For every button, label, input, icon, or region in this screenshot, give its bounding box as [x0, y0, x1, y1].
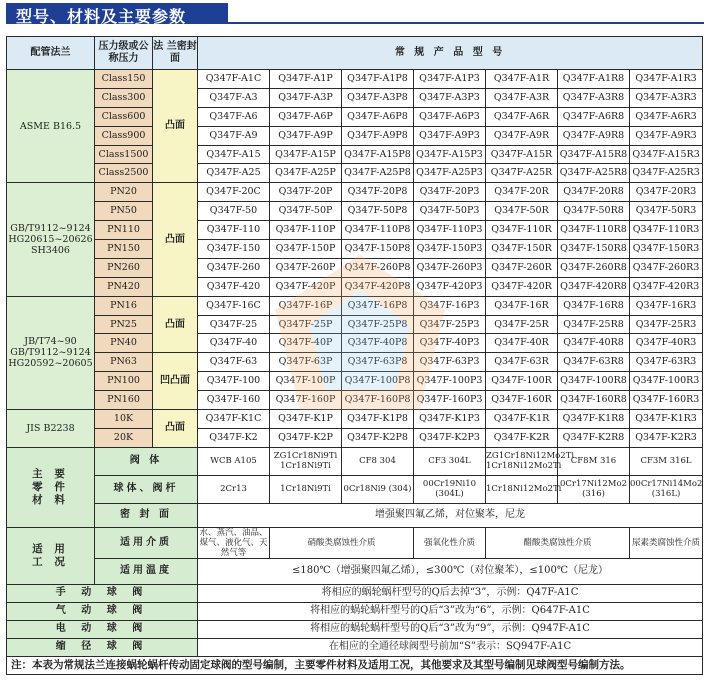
model-cell: Q347F-160P3: [414, 391, 486, 410]
operation-label: 电 动 球 阀: [7, 620, 198, 638]
seal-face: 凸面: [153, 183, 198, 296]
spec-table: [6, 36, 703, 675]
model-cell: Q347F-25P3: [414, 315, 486, 334]
model-cell: Q347F-40R: [486, 334, 558, 353]
body-material: CF3M 316L: [630, 447, 703, 475]
model-cell: Q347F-A6P3: [414, 107, 486, 126]
pressure-class: Class1500: [95, 145, 153, 164]
table-row: [7, 334, 703, 353]
flange-standard: GB/T9112~9124 HG20615~20626 SH3406: [7, 183, 95, 296]
flange-standard: JB/T74~90 GB/T9112~9124 HG20592~20605: [7, 296, 95, 409]
model-cell: Q347F-110R: [486, 221, 558, 240]
table-row: [7, 145, 703, 164]
model-cell: Q347F-160: [198, 391, 270, 410]
table-row: [7, 391, 703, 410]
model-cell: Q347F-160P: [270, 391, 342, 410]
model-cell: Q347F-420R8: [558, 277, 630, 296]
flange-standard: ASME B16.5: [7, 70, 95, 183]
model-cell: Q347F-63R3: [630, 353, 703, 372]
model-cell: Q347F-A3P: [270, 88, 342, 107]
operation-text: 将相应的蜗轮蜗杆型号的Q后去掉“3”，示例：Q47F-A1C: [198, 584, 703, 602]
model-cell: Q347F-K1R8: [558, 410, 630, 429]
pressure-class: PN25: [95, 315, 153, 334]
model-cell: Q347F-A1C: [198, 70, 270, 89]
model-cell: Q347F-A15P3: [414, 145, 486, 164]
model-cell: Q347F-A1R: [486, 70, 558, 89]
model-cell: Q347F-100R3: [630, 372, 703, 391]
model-cell: Q347F-25R3: [630, 315, 703, 334]
model-cell: Q347F-16P8: [342, 296, 414, 315]
model-cell: Q347F-25: [198, 315, 270, 334]
model-cell: Q347F-150: [198, 240, 270, 259]
pressure-class: 20K: [95, 428, 153, 447]
materials-label: 主 要 零 件 材 料: [7, 447, 95, 527]
model-cell: Q347F-25P: [270, 315, 342, 334]
model-cell: Q347F-100R8: [558, 372, 630, 391]
model-cell: Q347F-50R8: [558, 202, 630, 221]
ball-material: 1Cr18Ni12Mo2Ti: [486, 475, 558, 503]
table-row: [7, 372, 703, 391]
pressure-class: PN63: [95, 353, 153, 372]
model-cell: Q347F-20R3: [630, 183, 703, 202]
model-cell: Q347F-110R8: [558, 221, 630, 240]
model-cell: Q347F-150P3: [414, 240, 486, 259]
body-material: CF3 304L: [414, 447, 486, 475]
body-material: WCB A105: [198, 447, 270, 475]
model-cell: Q347F-20P8: [342, 183, 414, 202]
model-cell: Q347F-K1P8: [342, 410, 414, 429]
model-cell: Q347F-16C: [198, 296, 270, 315]
model-cell: Q347F-420: [198, 277, 270, 296]
model-cell: Q347F-63R8: [558, 353, 630, 372]
media-cell: 强氧化性介质: [414, 527, 486, 558]
footnote: 注：本表为常规法兰连接蜗轮蜗杆传动固定球阀的型号编制，主要零件材料及适用工况，其他要求及其型号编制见球阀型号编制方法。: [7, 656, 703, 674]
pressure-class: PN16: [95, 296, 153, 315]
operation-text: 将相应的蜗轮蜗杆型号的Q后“3”改为“6”，示例：Q647F-A1C: [198, 602, 703, 620]
model-cell: Q347F-K2R3: [630, 428, 703, 447]
model-cell: Q347F-160R8: [558, 391, 630, 410]
model-cell: Q347F-50: [198, 202, 270, 221]
model-cell: Q347F-K2P: [270, 428, 342, 447]
table-row: [7, 107, 703, 126]
ball-material: 2Cr13: [198, 475, 270, 503]
model-cell: Q347F-A9R8: [558, 126, 630, 145]
model-cell: Q347F-A6P8: [342, 107, 414, 126]
pressure-class: Class300: [95, 88, 153, 107]
model-cell: Q347F-160R: [486, 391, 558, 410]
model-cell: Q347F-A15R8: [558, 145, 630, 164]
model-cell: Q347F-A6: [198, 107, 270, 126]
table-row: [7, 428, 703, 447]
header-face: 法 兰密封面: [153, 37, 198, 70]
model-cell: Q347F-A25R: [486, 164, 558, 183]
model-cell: Q347F-20R: [486, 183, 558, 202]
pressure-class: 10K: [95, 410, 153, 429]
pressure-class: PN50: [95, 202, 153, 221]
model-cell: Q347F-40P: [270, 334, 342, 353]
model-cell: Q347F-420R: [486, 277, 558, 296]
media-cell: 水、蒸汽、油品、煤气、液化气、天然气等: [199, 527, 268, 558]
model-cell: Q347F-K2P8: [342, 428, 414, 447]
ball-material: 00Cr17Ni14Mo2 (316L): [630, 475, 703, 503]
model-cell: Q347F-K1C: [198, 410, 270, 429]
operation-label: 气 动 球 阀: [7, 602, 198, 620]
model-cell: Q347F-A6R: [486, 107, 558, 126]
body-label: 阀 体: [95, 447, 198, 475]
model-cell: Q347F-25P8: [342, 315, 414, 334]
model-cell: Q347F-150R3: [630, 240, 703, 259]
model-cell: Q347F-A3R8: [558, 88, 630, 107]
body-material: CF8M 316: [558, 447, 630, 475]
seal-face: 凸面: [153, 296, 198, 353]
pressure-class: PN260: [95, 258, 153, 277]
model-cell: Q347F-63P: [270, 353, 342, 372]
model-cell: Q347F-A1P3: [414, 70, 486, 89]
model-cell: Q347F-420P: [270, 277, 342, 296]
model-cell: Q347F-100: [198, 372, 270, 391]
model-cell: Q347F-150R: [486, 240, 558, 259]
table-row: [7, 277, 703, 296]
model-cell: Q347F-100P3: [414, 372, 486, 391]
ball-material: 0Cr18Ni9 (304): [342, 475, 414, 503]
page-title: 型号、材料及主要参数: [16, 7, 187, 26]
table-row: [7, 353, 703, 372]
pressure-class: PN160: [95, 391, 153, 410]
model-cell: Q347F-260: [198, 258, 270, 277]
temp-range: ≤180℃（增强聚四氟乙烯），≤300℃（对位聚苯），≤100℃（尼龙）: [198, 558, 703, 584]
model-cell: Q347F-160P8: [342, 391, 414, 410]
model-cell: Q347F-160R3: [630, 391, 703, 410]
model-cell: Q347F-A25P: [270, 164, 342, 183]
table-row: [7, 258, 703, 277]
model-cell: Q347F-110P8: [342, 221, 414, 240]
model-cell: Q347F-110: [198, 221, 270, 240]
model-cell: Q347F-20C: [198, 183, 270, 202]
model-cell: Q347F-A25: [198, 164, 270, 183]
table-row: [7, 221, 703, 240]
model-cell: Q347F-150R8: [558, 240, 630, 259]
model-cell: Q347F-K1R3: [630, 410, 703, 429]
model-cell: Q347F-K2R: [486, 428, 558, 447]
table-row: [7, 126, 703, 145]
model-cell: Q347F-A6R3: [630, 107, 703, 126]
pressure-class: PN20: [95, 183, 153, 202]
model-cell: Q347F-A9: [198, 126, 270, 145]
header-pressure: 压力级或公称压力: [95, 37, 153, 70]
operation-label: 手 动 球 阀: [7, 584, 198, 602]
operation-text: 在相应的全通径球阀型号前加“S”表示：SQ947F-A1C: [198, 638, 703, 656]
model-cell: Q347F-A3P3: [414, 88, 486, 107]
seal-face: 凸面: [153, 410, 198, 448]
conditions-label: 适 用 工 况: [7, 527, 95, 584]
model-cell: Q347F-260P3: [414, 258, 486, 277]
model-cell: Q347F-40: [198, 334, 270, 353]
pressure-class: Class2500: [95, 164, 153, 183]
model-cell: Q347F-A25R8: [558, 164, 630, 183]
model-cell: Q347F-A9P8: [342, 126, 414, 145]
body-material: ZG1Cr18Ni12Mo2Ti 1Cr18Ni12Mo2Ti: [486, 447, 558, 475]
model-cell: Q347F-63P3: [414, 353, 486, 372]
model-cell: Q347F-A15R: [486, 145, 558, 164]
model-cell: Q347F-40P3: [414, 334, 486, 353]
model-cell: Q347F-40R8: [558, 334, 630, 353]
ball-material: 00Cr19Ni10 (304L): [414, 475, 486, 503]
model-cell: Q347F-100R: [486, 372, 558, 391]
media-cell: 尿素类腐蚀性介质: [630, 527, 703, 558]
model-cell: Q347F-A25P8: [342, 164, 414, 183]
table-row: [7, 315, 703, 334]
model-cell: Q347F-50P3: [414, 202, 486, 221]
table-row: [7, 70, 703, 89]
model-cell: Q347F-100P: [270, 372, 342, 391]
ball-label: 球体、阀杆: [95, 475, 198, 503]
model-cell: Q347F-16R8: [558, 296, 630, 315]
media-label: 适用介质: [95, 527, 198, 558]
model-cell: Q347F-A1P8: [342, 70, 414, 89]
model-cell: Q347F-A6P: [270, 107, 342, 126]
model-cell: Q347F-25R: [486, 315, 558, 334]
model-cell: Q347F-A15: [198, 145, 270, 164]
model-cell: Q347F-A15P8: [342, 145, 414, 164]
model-cell: Q347F-260R8: [558, 258, 630, 277]
model-cell: Q347F-20R8: [558, 183, 630, 202]
model-cell: Q347F-A3: [198, 88, 270, 107]
model-cell: Q347F-A6R8: [558, 107, 630, 126]
model-cell: Q347F-K1P3: [414, 410, 486, 429]
seal-label: 密 封 面: [95, 503, 198, 527]
model-cell: Q347F-A25R3: [630, 164, 703, 183]
model-cell: Q347F-110P3: [414, 221, 486, 240]
model-cell: Q347F-A3P8: [342, 88, 414, 107]
model-cell: Q347F-A1R8: [558, 70, 630, 89]
model-cell: Q347F-50P8: [342, 202, 414, 221]
pressure-class: PN150: [95, 240, 153, 259]
model-cell: Q347F-A15P: [270, 145, 342, 164]
model-cell: Q347F-16P: [270, 296, 342, 315]
model-cell: Q347F-50P: [270, 202, 342, 221]
operation-label: 缩 径 球 阀: [7, 638, 198, 656]
model-cell: Q347F-63R: [486, 353, 558, 372]
media-cell: 醋酸类腐蚀性介质: [486, 527, 630, 558]
title-banner: [6, 3, 228, 24]
table-row: [7, 202, 703, 221]
table-row: [7, 240, 703, 259]
pressure-class: PN100: [95, 372, 153, 391]
model-cell: Q347F-63P8: [342, 353, 414, 372]
table-row: [7, 183, 703, 202]
pressure-class: PN420: [95, 277, 153, 296]
model-cell: Q347F-20P: [270, 183, 342, 202]
model-cell: Q347F-420P3: [414, 277, 486, 296]
model-cell: Q347F-110P: [270, 221, 342, 240]
seal-face: 凹凸面: [153, 353, 198, 410]
model-cell: Q347F-K1R: [486, 410, 558, 429]
pressure-class: Class600: [95, 107, 153, 126]
ball-material: 0Cr17Ni12Mo2 (316): [558, 475, 630, 503]
table-row: [7, 88, 703, 107]
model-cell: Q347F-A1R3: [630, 70, 703, 89]
table-row: [7, 164, 703, 183]
model-cell: Q347F-K2: [198, 428, 270, 447]
model-cell: Q347F-16P3: [414, 296, 486, 315]
model-cell: Q347F-A3R3: [630, 88, 703, 107]
model-cell: Q347F-50R3: [630, 202, 703, 221]
model-cell: Q347F-16R: [486, 296, 558, 315]
model-cell: Q347F-260P: [270, 258, 342, 277]
model-cell: Q347F-420R3: [630, 277, 703, 296]
model-cell: Q347F-25R8: [558, 315, 630, 334]
pressure-class: Class150: [95, 70, 153, 89]
table-row: [7, 410, 703, 429]
model-cell: Q347F-150P: [270, 240, 342, 259]
model-cell: Q347F-A3R: [486, 88, 558, 107]
seal-face: 凸面: [153, 70, 198, 183]
pressure-class: PN40: [95, 334, 153, 353]
model-cell: Q347F-K2R8: [558, 428, 630, 447]
table-row: [7, 296, 703, 315]
body-material: CF8 304: [342, 447, 414, 475]
body-material: ZG1Cr18Ni9Ti 1Cr18Ni9Ti: [270, 447, 342, 475]
model-cell: Q347F-63: [198, 353, 270, 372]
pressure-class: PN110: [95, 221, 153, 240]
model-cell: Q347F-260R: [486, 258, 558, 277]
flange-standard: JIS B2238: [7, 410, 95, 448]
model-cell: Q347F-260R3: [630, 258, 703, 277]
header-models: 常 规 产 品 型 号: [198, 37, 703, 70]
model-cell: Q347F-A9P: [270, 126, 342, 145]
title-rule: [228, 22, 704, 24]
model-cell: Q347F-A15R3: [630, 145, 703, 164]
model-cell: Q347F-K1P: [270, 410, 342, 429]
model-cell: Q347F-50R: [486, 202, 558, 221]
header-flange: 配管法兰: [7, 37, 95, 70]
model-cell: Q347F-150P8: [342, 240, 414, 259]
model-cell: Q347F-40R3: [630, 334, 703, 353]
seal-material: 增强聚四氟乙烯，对位聚苯，尼龙: [198, 503, 703, 527]
operation-text: 将相应的蜗轮蜗杆型号的Q后“3”改为“9”，示例：Q947F-A1C: [198, 620, 703, 638]
model-cell: Q347F-420P8: [342, 277, 414, 296]
model-cell: Q347F-20P3: [414, 183, 486, 202]
model-cell: Q347F-40P8: [342, 334, 414, 353]
model-cell: Q347F-A25P3: [414, 164, 486, 183]
model-cell: Q347F-A9R: [486, 126, 558, 145]
model-cell: Q347F-100P8: [342, 372, 414, 391]
model-cell: Q347F-16R3: [630, 296, 703, 315]
model-cell: Q347F-K2P3: [414, 428, 486, 447]
pressure-class: Class900: [95, 126, 153, 145]
model-cell: Q347F-A9P3: [414, 126, 486, 145]
model-cell: Q347F-A9R3: [630, 126, 703, 145]
model-cell: Q347F-110R3: [630, 221, 703, 240]
model-cell: Q347F-A1P: [270, 70, 342, 89]
ball-material: 1Cr18Ni9Ti: [270, 475, 342, 503]
media-cell: 硝酸类腐蚀性介质: [270, 527, 414, 558]
model-cell: Q347F-260P8: [342, 258, 414, 277]
temp-label: 适用温度: [95, 558, 198, 584]
